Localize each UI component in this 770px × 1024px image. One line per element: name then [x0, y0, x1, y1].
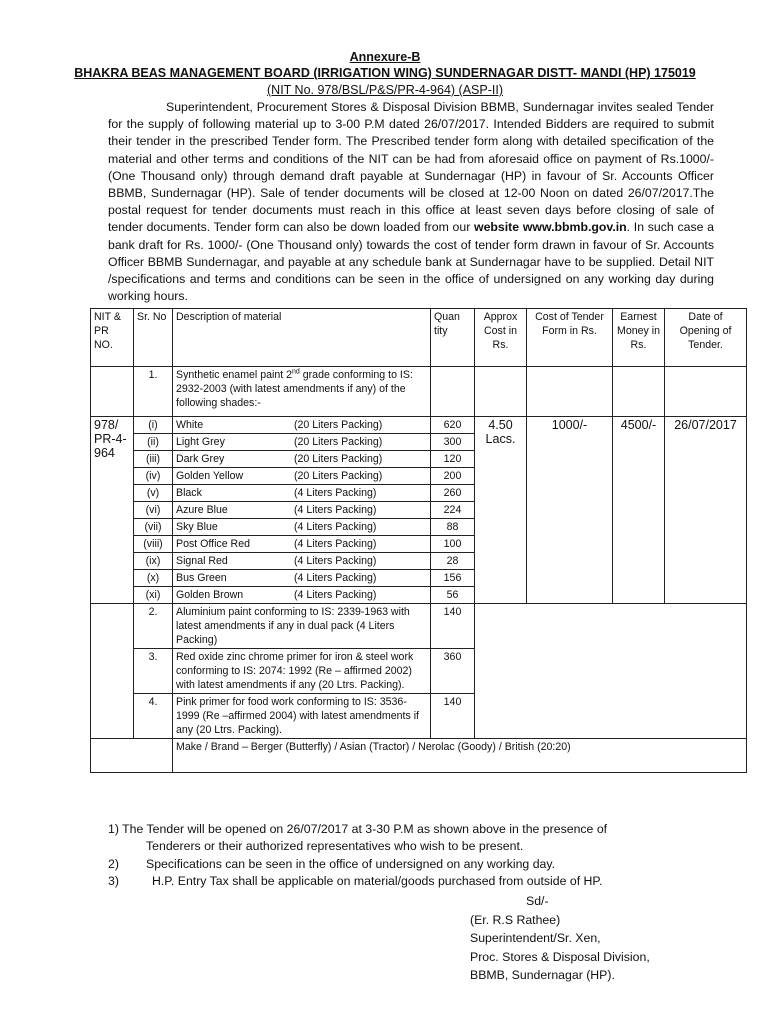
header-nit: NIT & PR NO.: [91, 309, 134, 367]
shade-name: Golden Brown: [176, 589, 244, 601]
shade-qty: 56: [431, 587, 475, 604]
item-desc: Red oxide zinc chrome primer for iron & steel work conforming to IS: 2074: 1992 (Re – affirmed 2002) with latest amendments if any (20 Ltrs. Packing).: [173, 649, 431, 694]
shade-packing: (4 Liters Packing): [294, 504, 377, 516]
item-desc: Aluminium paint conforming to IS: 2339-1963 with latest amendments if any in dual pack (4 Liters Packing): [173, 604, 431, 649]
board-title: BHAKRA BEAS MANAGEMENT BOARD (IRRIGATION WING) SUNDERNAGAR DISTT- MANDI (HP) 175019: [74, 66, 696, 80]
shade-sr: (vii): [134, 519, 173, 536]
shade-qty: 300: [431, 434, 475, 451]
note-2: 2) Specifications can be seen in the office of undersigned on any working day.: [108, 856, 556, 871]
shade-name: Signal Red: [176, 555, 228, 567]
table-header-row: [91, 309, 747, 367]
shade-sr: (iv): [134, 468, 173, 485]
shade-desc: [173, 468, 431, 485]
approx-cost: 4.50 Lacs.: [475, 417, 527, 604]
shade-desc: [173, 434, 431, 451]
earnest-money: 4500/-: [613, 417, 665, 604]
header-qty: Quan tity: [431, 309, 475, 367]
header-date: Date of Opening of Tender.: [665, 309, 747, 367]
shade-qty: 620: [431, 417, 475, 434]
header-cost: Approx Cost in Rs.: [475, 309, 527, 367]
shade-packing: (20 Liters Packing): [294, 436, 383, 448]
shade-name: Black: [176, 487, 202, 499]
item-qty: 360: [431, 649, 475, 694]
item-qty: 140: [431, 694, 475, 739]
shade-qty: 28: [431, 553, 475, 570]
signature-block: [470, 892, 650, 985]
shade-desc: [173, 417, 431, 434]
shade-sr: (i): [134, 417, 173, 434]
shade-packing: (4 Liters Packing): [294, 572, 377, 584]
nit-reference: (NIT No. 978/BSL/P&S/PR-4-964) (ASP-II): [267, 83, 503, 97]
shade-packing: (4 Liters Packing): [294, 521, 377, 533]
shade-sr: (vi): [134, 502, 173, 519]
shade-packing: (4 Liters Packing): [294, 487, 377, 499]
shade-desc: [173, 570, 431, 587]
intro-paragraph: [108, 99, 714, 305]
shade-sr: (viii): [134, 536, 173, 553]
shade-desc: [173, 451, 431, 468]
intro-text-2: . In such case a bank draft for Rs. 1000/- (One Thousand only) towards the cost of tender form drawn in favour of Sr. Accounts Officer BBMB Sundernagar, and payable at any schedule bank at Sundernagar have to be supplied. Detail NIT /specifications and terms and conditions can be seen in the office of undersigned on any working day during working hours.: [108, 220, 714, 304]
notes-list: [108, 821, 607, 891]
note-1-cont: Tenderers or their authorized representatives who wish to be present.: [146, 839, 524, 854]
opening-date: 26/07/2017: [665, 417, 747, 604]
item-row: [91, 604, 747, 649]
shade-packing: (20 Liters Packing): [294, 419, 383, 431]
shade-name: White: [176, 419, 204, 431]
item1-row: [91, 367, 747, 417]
item-sr: 4.: [134, 694, 173, 739]
note-3: 3) H.P. Entry Tax shall be applicable on material/goods purchased from outside of HP.: [108, 874, 603, 889]
shade-packing: (4 Liters Packing): [294, 555, 377, 567]
shade-qty: 120: [431, 451, 475, 468]
make-row: [91, 739, 747, 773]
header-form: Cost of Tender Form in Rs.: [527, 309, 613, 367]
sd: Sd/-: [526, 894, 549, 908]
shade-name: Dark Grey: [176, 453, 225, 465]
signatory-name: (Er. R.S Rathee): [470, 912, 561, 927]
shade-name: Bus Green: [176, 572, 227, 584]
shade-sr: (xi): [134, 587, 173, 604]
shade-sr: (ii): [134, 434, 173, 451]
shade-qty: 224: [431, 502, 475, 519]
item1-sr: 1.: [134, 367, 173, 417]
note-1: 1) The Tender will be opened on 26/07/2017 at 3-30 P.M as shown above in the presence of: [108, 822, 608, 836]
signatory-designation: Superintendent/Sr. Xen,: [470, 931, 601, 945]
shade-sr: (x): [134, 570, 173, 587]
shade-qty: 156: [431, 570, 475, 587]
shade-sr: (v): [134, 485, 173, 502]
shade-qty: 200: [431, 468, 475, 485]
header-earnest: Earnest Money in Rs.: [613, 309, 665, 367]
shade-desc: [173, 485, 431, 502]
nit-number: 978/ PR-4-964: [91, 417, 134, 604]
item-desc: Pink primer for food work conforming to IS: 3536-1999 (Re –affirmed 2004) with latest amendments if any (20 Ltrs. Packing).: [173, 694, 431, 739]
shade-name: Golden Yellow: [176, 470, 244, 482]
shade-desc: [173, 587, 431, 604]
shade-packing: (4 Liters Packing): [294, 538, 377, 550]
shade-row: [91, 417, 747, 434]
material-table: [90, 308, 747, 773]
shade-name: Azure Blue: [176, 504, 228, 516]
shade-packing: (20 Liters Packing): [294, 453, 383, 465]
item1-desc: Synthetic enamel paint 2nd grade conforming to IS: 2932-2003 (with latest amendments if any) of the following shades:-: [173, 367, 431, 417]
item-qty: 140: [431, 604, 475, 649]
shade-packing: (4 Liters Packing): [294, 589, 377, 601]
annexure-title: Annexure-B: [349, 50, 421, 64]
intro-text-1: Superintendent, Procurement Stores & Disposal Division BBMB, Sundernagar invites sealed Tender for the supply of following material up to 3-00 P.M dated 26/07/2017. Intended Bidders are required to submit their tender in the prescribed Tender form. The Prescribed tender form along with detailed specification of the material and other terms and conditions of the NIT can be had from aforesaid office on payment of Rs.1000/- (One Thousand only) through demand draft payable at Sundernagar (HP) in favour of Sr. Accounts Officer BBMB, Sundernagar (HP). Sale of tender documents will be closed at 12-00 Noon on dated 26/07/2017.The postal request for tender documents must reach in this office at least seven days before closing of sale of tender documents. Tender form can also be down loaded from our: [108, 100, 714, 235]
shade-name: Light Grey: [176, 436, 225, 448]
make-brand: Make / Brand – Berger (Butterfly) / Asian (Tractor) / Nerolac (Goody) / British (20:20): [173, 739, 747, 773]
item-sr: 2.: [134, 604, 173, 649]
shade-desc: [173, 536, 431, 553]
shade-name: Sky Blue: [176, 521, 218, 533]
header-sr: Sr. No: [134, 309, 173, 367]
shade-packing: (20 Liters Packing): [294, 470, 383, 482]
shade-qty: 260: [431, 485, 475, 502]
shade-sr: (ix): [134, 553, 173, 570]
website-link[interactable]: website www.bbmb.gov.in: [474, 220, 627, 235]
signatory-division: Proc. Stores & Disposal Division,: [470, 949, 650, 964]
header-desc: Description of material: [173, 309, 431, 367]
shade-sr: (iii): [134, 451, 173, 468]
shade-qty: 100: [431, 536, 475, 553]
signatory-place: BBMB, Sundernagar (HP).: [470, 968, 615, 982]
shade-qty: 88: [431, 519, 475, 536]
shade-desc: [173, 553, 431, 570]
item-sr: 3.: [134, 649, 173, 694]
form-cost: 1000/-: [527, 417, 613, 604]
shade-name: Post Office Red: [176, 538, 250, 550]
shade-desc: [173, 502, 431, 519]
shade-desc: [173, 519, 431, 536]
